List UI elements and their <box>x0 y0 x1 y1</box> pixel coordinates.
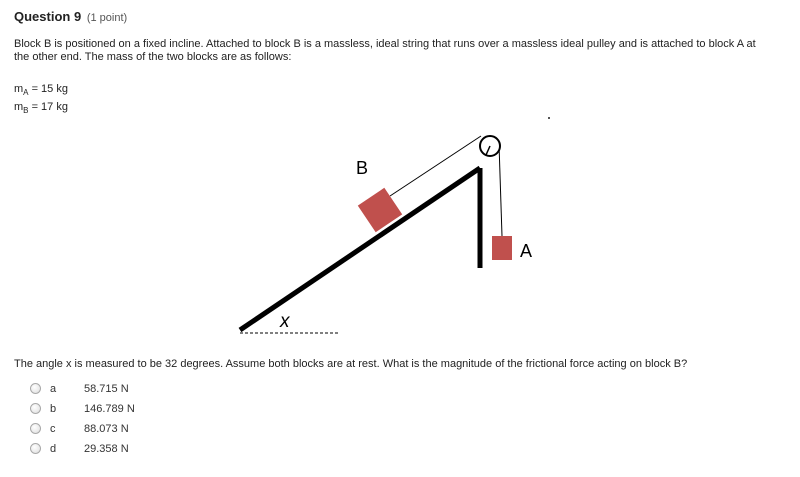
label-angle: x <box>280 311 290 332</box>
label-a: A <box>520 241 533 261</box>
choice-value: 58.715 N <box>84 383 129 395</box>
string-a <box>499 144 502 236</box>
choice-value: 146.789 N <box>84 403 135 415</box>
radio-d[interactable] <box>30 443 41 454</box>
question-prompt: The angle x is measured to be 32 degrees. Assume both blocks are at rest. What is the magnitude of the frictional force acting on block B? <box>14 358 688 370</box>
stray-dot <box>548 117 550 119</box>
incline-diagram <box>230 125 550 345</box>
block-a <box>492 236 512 260</box>
mass-b: $m_B = 17$ kg <box>14 101 68 116</box>
question-points: (1 point) <box>86 12 128 24</box>
question-title: Question 9 <box>14 9 82 24</box>
question-header <box>14 9 127 24</box>
question-text: Block B is positioned on a fixed incline. Attached to block B is a massless, ideal string that runs over a massless ideal pulley and is attached to block A at the other end. The mass of the two blocks are as follows: <box>14 38 756 63</box>
incline-surface <box>240 168 480 330</box>
choice-letter: c <box>50 423 56 435</box>
choice-value: 29.358 N <box>84 443 129 455</box>
choice-letter: d <box>50 443 57 455</box>
label-b: B <box>356 158 369 178</box>
radio-a[interactable] <box>30 383 41 394</box>
mass-a: $m_A = 15$ kg <box>14 83 68 98</box>
radio-c[interactable] <box>30 423 41 434</box>
string-b <box>390 136 481 196</box>
choice-value: 88.073 N <box>84 423 129 435</box>
choice-letter: a <box>50 383 57 395</box>
choice-letter: b <box>50 403 57 415</box>
radio-b[interactable] <box>30 403 41 414</box>
